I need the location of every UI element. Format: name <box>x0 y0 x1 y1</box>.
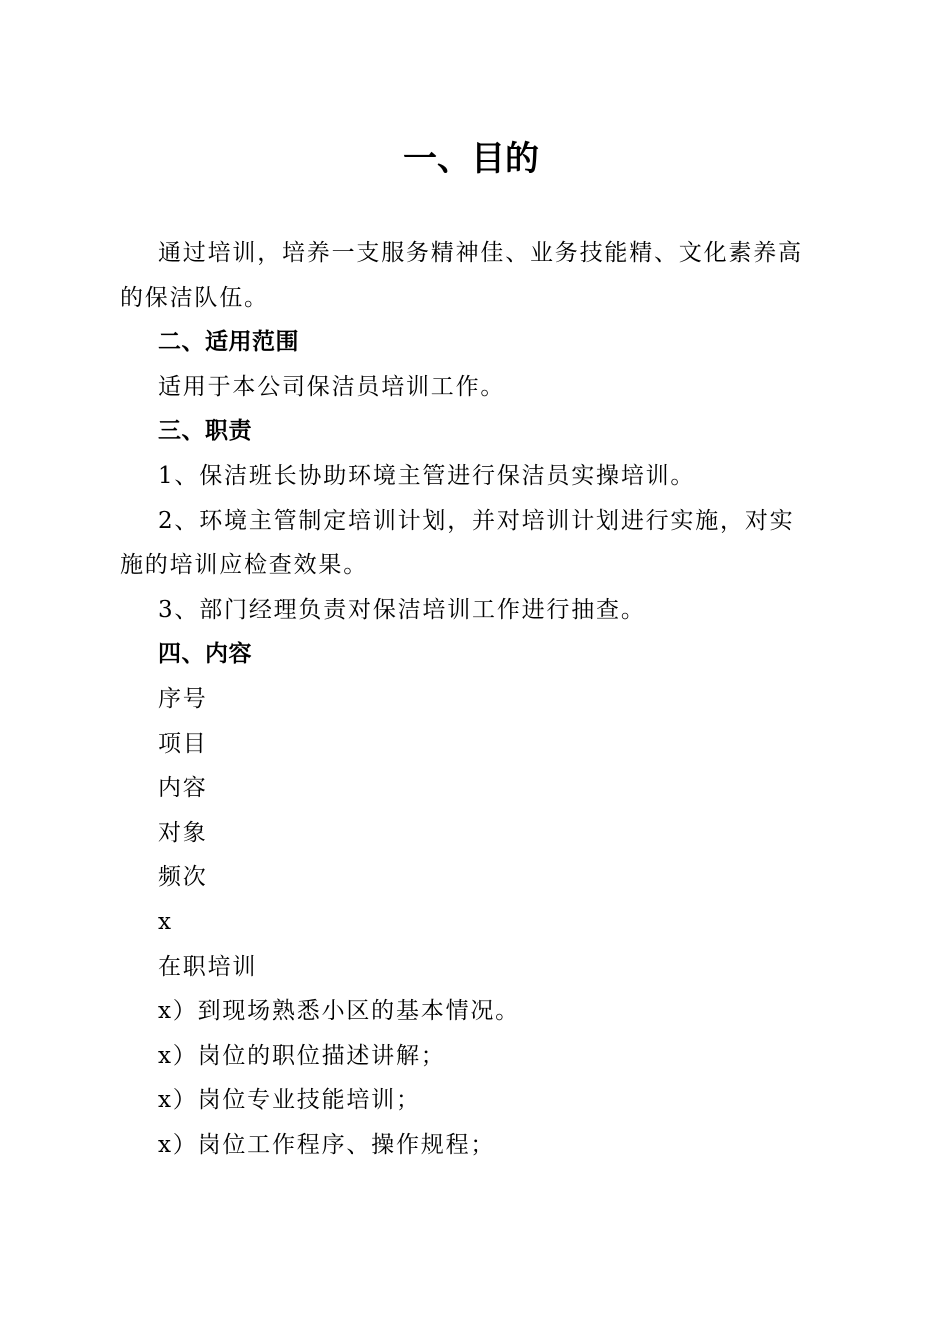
table-header-frequency: 频次 <box>158 864 208 890</box>
section-heading-content: 四、内容 <box>158 641 252 667</box>
duty-item-1: 1、保洁班长协助环境主管进行保洁员实操培训。 <box>158 463 696 489</box>
content-list-item: x）岗位工作程序、操作规程； <box>158 1132 496 1158</box>
table-cell-row-number: x <box>158 909 173 935</box>
table-header-number: 序号 <box>158 686 208 712</box>
table-header-content: 内容 <box>158 775 208 801</box>
table-header-target: 对象 <box>158 820 208 846</box>
content-list-item: x）到现场熟悉小区的基本情况。 <box>158 998 520 1024</box>
page-title: 一、目的 <box>403 139 539 179</box>
purpose-text-line-1: 通过培训，培养一支服务精神佳、业务技能精、文化素养高 <box>158 240 803 266</box>
table-cell-project: 在职培训 <box>158 954 258 980</box>
table-header-project: 项目 <box>158 731 208 757</box>
section-heading-duties: 三、职责 <box>158 418 252 444</box>
section-heading-scope: 二、适用范围 <box>158 329 299 355</box>
purpose-text-line-2: 的保洁队伍。 <box>120 285 269 311</box>
duty-item-2-line-2: 施的培训应检查效果。 <box>120 552 368 578</box>
content-list-item: x）岗位的职位描述讲解； <box>158 1043 446 1069</box>
content-list-item: x）岗位专业技能培训； <box>158 1087 421 1113</box>
scope-text: 适用于本公司保洁员培训工作。 <box>158 374 506 400</box>
duty-item-3: 3、部门经理负责对保洁培训工作进行抽查。 <box>158 597 646 623</box>
duty-item-2-line-1: 2、环境主管制定培训计划，并对培训计划进行实施，对实 <box>158 508 795 534</box>
